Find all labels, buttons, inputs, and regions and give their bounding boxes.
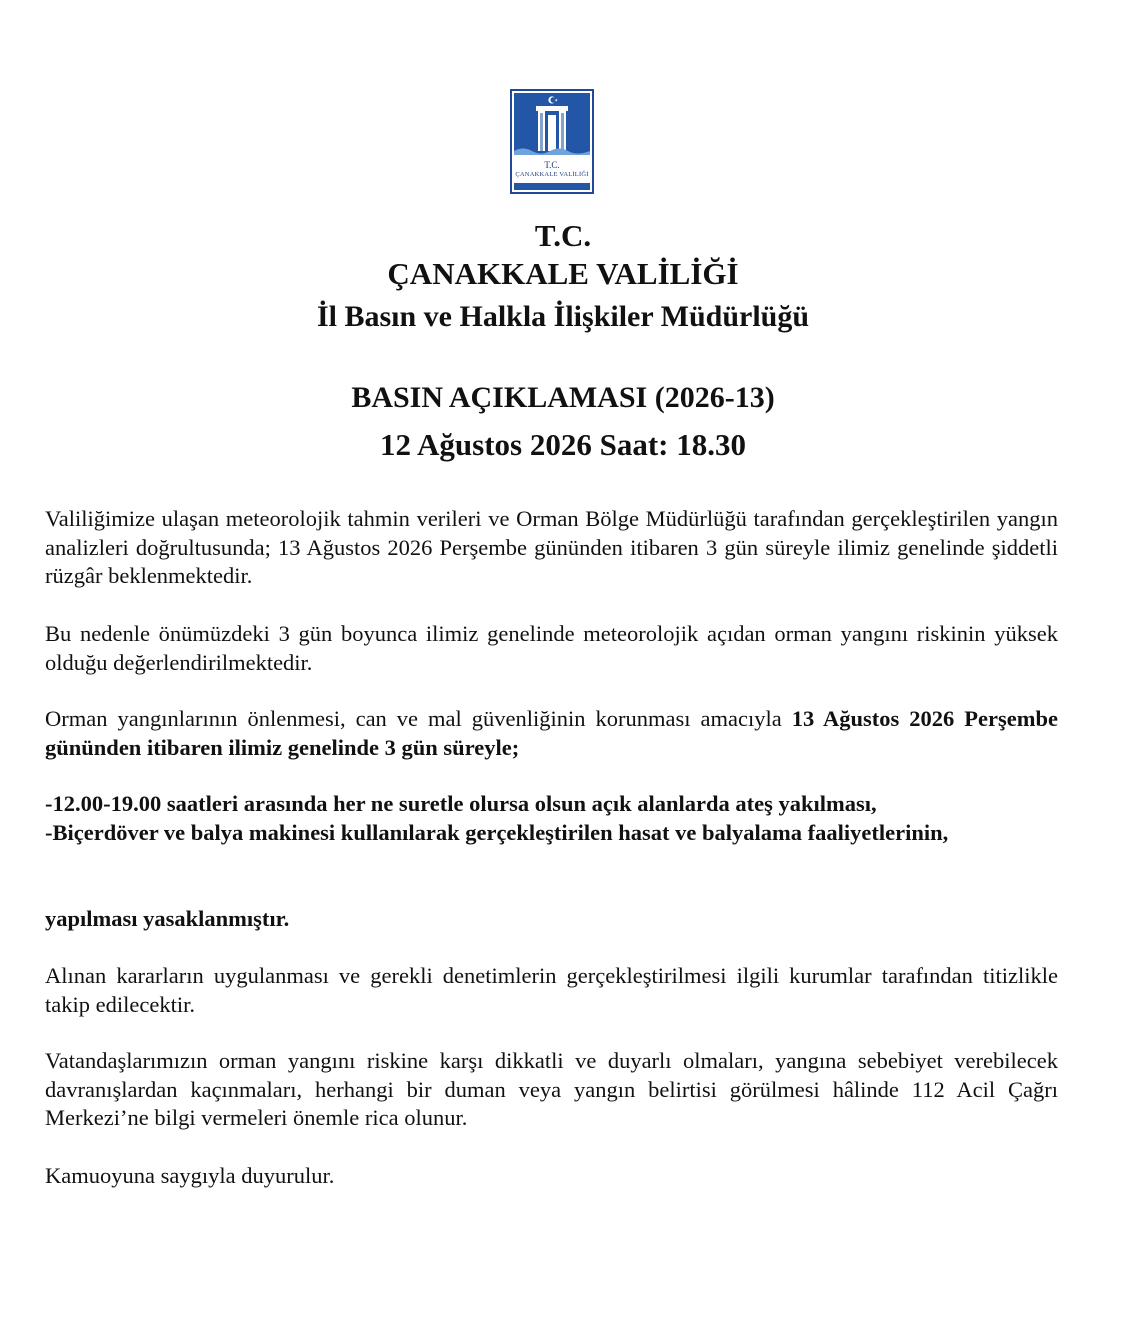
header-valilik: ÇANAKKALE VALİLİĞİ — [387, 256, 739, 291]
header-tc: T.C. — [534, 218, 592, 253]
canakkale-valiligi-logo — [510, 89, 594, 194]
paragraph-enforcement: Alınan kararların uygulanması ve gerekli denetimlerin gerçekleştirilmesi ilgili kurumlar tarafından titizlikle takip edilecektir. — [45, 963, 1058, 1017]
paragraph-prevention-text: Orman yangınlarının önlenmesi, can ve mal güvenliğinin korunması amacıyla — [45, 706, 792, 731]
document-date: 12 Ağustos 2026 Saat: 18.30 — [379, 427, 746, 462]
logo-tc-text: T.C. — [544, 160, 560, 170]
paragraph-citizens: Vatandaşlarımızın orman yangını riskine karşı dikkatli ve duyarlı olmaları, yangına sebebiyet verebilecek davranışlardan kaçınmaları, herhangi bir duman veya yangın belirtisi görülmesi hâlinde 112 Acil Çağrı Merkezi’ne bilgi vermeleri önemle rica olunur. — [45, 1048, 1058, 1130]
closing-statement: Kamuoyuna saygıyla duyurulur. — [45, 1163, 335, 1188]
monument-emblem-icon — [510, 89, 594, 194]
logo-name-text: ÇANAKKALE VALİLİĞİ — [515, 171, 589, 178]
paragraph-weather: Valiliğimize ulaşan meteorolojik tahmin verileri ve Orman Bölge Müdürlüğü tarafından gerçekleştirilen yangın analizleri doğrultusunda; 13 Ağustos 2026 Perşembe gününden itibaren 3 gün süreyle ilimiz genelinde şiddetli rüzgâr beklenmektedir. — [45, 506, 1058, 588]
paragraph-prevention — [45, 705, 1058, 762]
ban-statement: yapılması yasaklanmıştır. — [45, 906, 290, 931]
ban-item-harvest: -Biçerdöver ve balya makinesi kullanılarak gerçekleştirilen hasat ve balyalama faaliyetlerinin, — [45, 820, 949, 845]
paragraph-risk: Bu nedenle önümüzdeki 3 gün boyunca ilimiz genelinde meteorolojik açıdan orman yangını riskinin yüksek olduğu değerlendirilmektedir. — [45, 621, 1058, 675]
document-title: BASIN AÇIKLAMASI (2026-13) — [351, 381, 775, 414]
paragraph-prevention-bold: 13 Ağustos 2026 Perşembe gününden itibaren ilimiz genelinde 3 gün süreyle; — [45, 706, 1058, 760]
header-mudurluk: İl Basın ve Halkla İlişkiler Müdürlüğü — [316, 300, 810, 333]
ban-item-fire: -12.00-19.00 saatleri arasında her ne suretle olursa olsun açık alanlarda ateş yakılması, — [45, 791, 877, 816]
